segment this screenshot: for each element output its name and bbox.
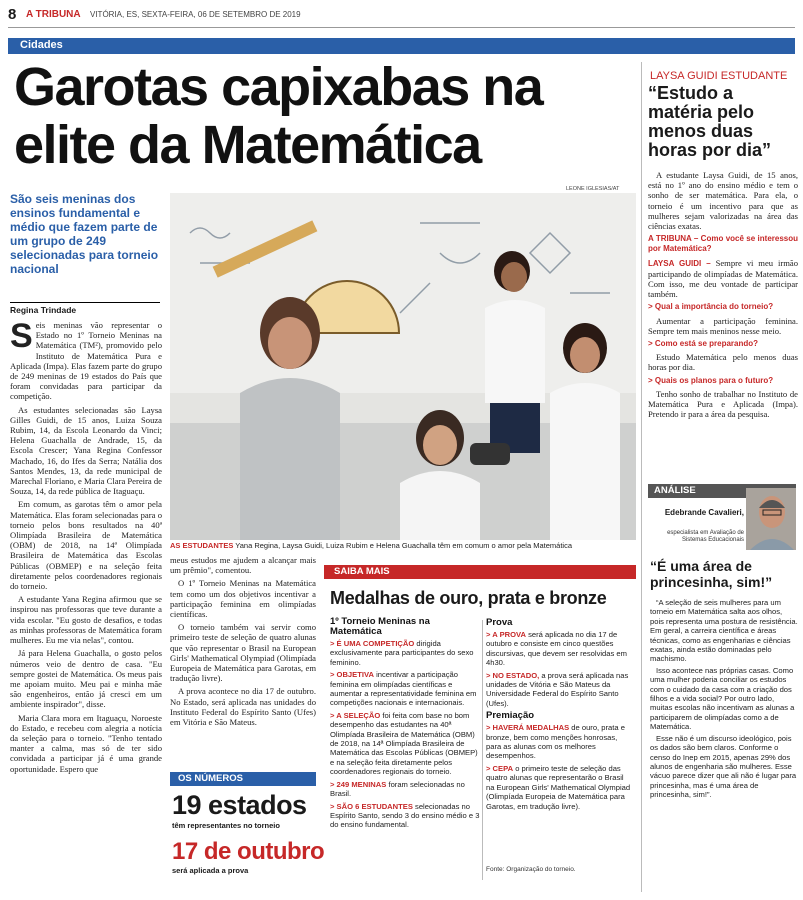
saiba-mais-subhead: Prova: [486, 618, 513, 628]
paragraph: meus estudos me ajudem a alcançar mais um prêmio", comentou.: [170, 555, 316, 576]
paragraph: “A seleção de seis mulheres para um torneio em Matemática salta aos olhos, pois representa uma postura de resistência. Em geral, a carreira científica e áreas técnicas, como as engenharias e ciências exatas, ainda estão dominadas pelo machismo.: [650, 598, 798, 664]
paragraph: A estudante Yana Regina afirmou que se inspirou nas professoras que teve durante a vida escolar. "Eu gosto de desafios, e todas as minhas professoras de Matemática foram mulheres. Eu me via nelas", contou.: [10, 594, 162, 646]
headline: [14, 58, 624, 174]
author-portrait: [746, 488, 796, 550]
caption-text: Yana Regina, Laysa Guidi, Luiza Rubim e Helena Guachalla têm em comum o amor pela Matemática: [233, 541, 572, 550]
headline-line-1: Garotas capixabas na: [14, 57, 543, 117]
interview-body: [648, 170, 798, 485]
analysis-author-role: especialista em Avaliação de Sistemas Educacionais: [667, 530, 744, 543]
list-item: > SÃO 6 ESTUDANTES selecionadas no Espírito Santo, sendo 3 do ensino médio e 3 do ensino fundamental.: [330, 801, 480, 830]
paragraph: Aumentar a participação feminina. Sempre tem mais meninos nesse meio.: [648, 315, 798, 336]
paragraph: A prova acontece no dia 17 de outubro. No Estado, será aplicada nas unidades do Instituto Federal do Espírito Santo (Ufes) em Vitória e São Mateus.: [170, 686, 316, 728]
interview-question: A TRIBUNA – Como você se interessou por Matemática?: [648, 234, 798, 254]
main-photo: [170, 193, 636, 540]
list-item: > CEPA o primeiro teste de seleção das quatro alunas que representarão o Brasil na European Girls' Mathematical Olympiad (Olimpíada Europeia de Matemática para Garotas, em tradução livre).: [486, 763, 631, 811]
interview-question: > Como está se preparando?: [648, 339, 759, 349]
caption-lead: AS ESTUDANTES: [170, 541, 234, 550]
interview-name-line: LAYSA GUIDI ESTUDANTE: [650, 70, 788, 82]
analysis-quote: “É uma área de princesinha, sim!”: [650, 558, 773, 590]
number-2-desc: será aplicada a prova: [172, 866, 249, 875]
paragraph: Maria Clara mora em Itaguaçu, Noroeste do Estado, e recebeu com alegria a notícia da seleção para o torneio. "Tenho tentado manter a calma, mas só de ter sido convidada a participar já é uma grande oportunidade. Espero que: [10, 712, 162, 774]
analysis-body: [650, 598, 798, 890]
number-2-value: 17 de outubro: [172, 838, 325, 865]
paragraph: As estudantes selecionadas são Laysa Gilles Guidi, de 15 anos, Luiza Souza Rubim, 14, da Escola Leonardo da Vinci; Helena Guachalla de Andrade, 15, da Escola Crescer; Yana Regina Confessor Machado, 16, do Ifes da Serra; Natália dos Santos Mendes, 13, da rede municipal de Marechal Floriano, e Maria Clara Pereira de Souza, 14, da rede pública de Itaguaçu.: [10, 404, 162, 497]
paragraph: Isso acontece nas próprias casas. Como uma mulher poderia conciliar os estudos com o cuidado da casa com a criação dos filhos e a vida social? Por outro lado, muitas escolas não incentivam as alunas a participarem de olimpíadas como a de Matemática.: [650, 665, 795, 732]
paragraph: O 1º Torneio Meninas na Matemática tem como um dos objetivos incentivar a participação feminina em olimpíadas científicas.: [170, 578, 316, 620]
publication-name: A TRIBUNA: [26, 9, 81, 20]
paragraph: A estudante Laysa Guidi, de 15 anos, está no 1º ano do ensino médio e tem o sonho de ser matemática. Para ela, o torneio é um incentivo para que as mulheres sejam valorizadas na área das ciências exatas.: [648, 170, 798, 232]
paragraph: LAYSA GUIDI – Sempre vi meu irmão participando de olimpíadas de Matemática. Com isso, me deu vontade de participar também.: [648, 257, 798, 300]
interview-question: > Quais os planos para o futuro?: [648, 375, 774, 385]
dateline: VITÓRIA, ES, SEXTA-FEIRA, 06 DE SETEMBRO DE 2019: [90, 10, 301, 19]
source-note: Fonte: Organização do torneio.: [486, 866, 576, 873]
byline: Regina Trindade: [10, 302, 160, 315]
right-column-divider: [641, 62, 642, 892]
photo-credit: LEONE IGLESIAS/AT: [566, 186, 620, 192]
section-label: Cidades: [20, 39, 63, 51]
column-divider: [482, 620, 483, 880]
list-item: > HAVERÁ MEDALHAS de ouro, prata e bronze, bem como menções honrosas, para as alunas com os melhores desempenhos.: [486, 723, 625, 761]
author-photo: [746, 488, 796, 550]
section-bar: [8, 38, 795, 54]
list-item: > A SELEÇÃO foi feita com base no bom desempenho das estudantes na 40ª Olimpíada Brasileira de Matemática (OBM) de 2018, na 14ª Olimpíada Brasileira de Matemática das Escolas Públicas (OBMEP) e na seleção feita diretamente pelos coordenadores regionais do torneio.: [330, 710, 478, 777]
analysis-label: ANÁLISE: [654, 485, 696, 496]
list-item: > É UMA COMPETIÇÃO dirigida exclusivamente para participantes do sexo feminino.: [330, 639, 474, 667]
deck: São seis meninas dos ensinos fundamental e médio que fazem parte de um grupo de 249 selecionadas para torneio nacional: [10, 192, 159, 276]
article-body-col-1: [10, 320, 162, 895]
paragraph: eis meninas vão representar o Estado no 1º Torneio Meninas na Matemática (TM²), promovido pelo Instituto de Matemática Pura e Aplicada (Impa). Elas fazem parte do grupo de 249 meninas de 19 estados do País que foram convidadas para participar da competição.: [10, 320, 162, 402]
drop-cap: S: [10, 320, 33, 355]
headline-line-2: elite da Matemática: [14, 115, 481, 175]
saiba-mais-subhead: 1º Torneio Meninas na Matemática: [330, 617, 430, 637]
analysis-author: Edebrande Cavalieri,: [664, 508, 744, 517]
page-number: 8: [8, 6, 17, 23]
saiba-mais-label: SAIBA MAIS: [334, 566, 390, 577]
article-body-col-2: [170, 555, 316, 770]
photo-caption: [170, 541, 636, 550]
number-1-value: 19 estados: [172, 790, 307, 820]
paragraph: Já para Helena Guachalla, o gosto pelos números veio de dentro de casa. "Eu sempre gostei de Matemática. Os meus pais me apoiam muito. Meu pai e minha mãe são engenheiros, então já cresci em um ambiente inspirador", disse.: [10, 648, 162, 710]
saiba-mais-subhead: Premiação: [486, 710, 535, 722]
header-rule: [8, 27, 795, 28]
paragraph: Tenho sonho de trabalhar no Instituto de Matemática Pura e Aplicada (Impa). Pretendo ir para a área da pesquisa.: [648, 388, 798, 420]
saiba-mais-col-2: [486, 618, 634, 868]
saiba-mais-title: Medalhas de ouro, prata e bronze: [330, 588, 607, 608]
numbers-label: OS NÚMEROS: [178, 773, 243, 784]
list-item: > OBJETIVA incentivar a participação feminina em olimpíadas científicas e aumentar a representatividade feminina em competições nacionais e internacionais.: [330, 670, 477, 708]
paragraph: Em comum, as garotas têm o amor pela Matemática. Elas foram selecionadas para o torneio pelos bons resultados na 40ª Olimpíada Brasileira de Matemática (OBM) de 2018, na 14ª Olimpíada Brasileira de Matemática das Escolas Públicas (OBMEP) e na seleção feita diretamente pelos coordenadores regionais do torneio.: [10, 499, 162, 592]
paragraph: Esse não é um discurso ideológico, pois os dados são bem claros. Conforme o censo do Inep em 2015, apenas 29% dos alunos de engenharia são mulheres. Esse vácuo parece dizer que ali não é lugar para princesinha, mas é uma área de princesinha, sim!”.: [650, 733, 797, 800]
paragraph: Estudo Matemática pelo menos duas horas por dia.: [648, 352, 798, 373]
saiba-mais-col-1: [330, 617, 480, 887]
list-item: > A PROVA será aplicada no dia 17 de outubro e consiste em cinco questões discursivas, que devem ser resolvidas em 4h30.: [486, 630, 627, 668]
list-item: > 249 MENINAS foram selecionadas no Brasil.: [330, 779, 465, 799]
number-1-desc: têm representantes no torneio: [172, 821, 280, 830]
students-photo-illustration: [170, 193, 636, 540]
paragraph: O torneio também vai servir como primeiro teste de seleção de quatro alunas que vão representar o Brasil na European Girls' Mathematical Olympiad (Olimpíada Europeia de Matemática para Garotas, em tradução livre).: [170, 622, 316, 684]
interview-question: > Qual a importância do torneio?: [648, 302, 774, 312]
interview-quote: “Estudo a matéria pelo menos duas horas por dia”: [648, 83, 772, 160]
list-item: > NO ESTADO, a prova será aplicada nas unidades de Vitória e São Mateus da Universidade Federal do Espírito Santo (Ufes).: [486, 670, 629, 708]
